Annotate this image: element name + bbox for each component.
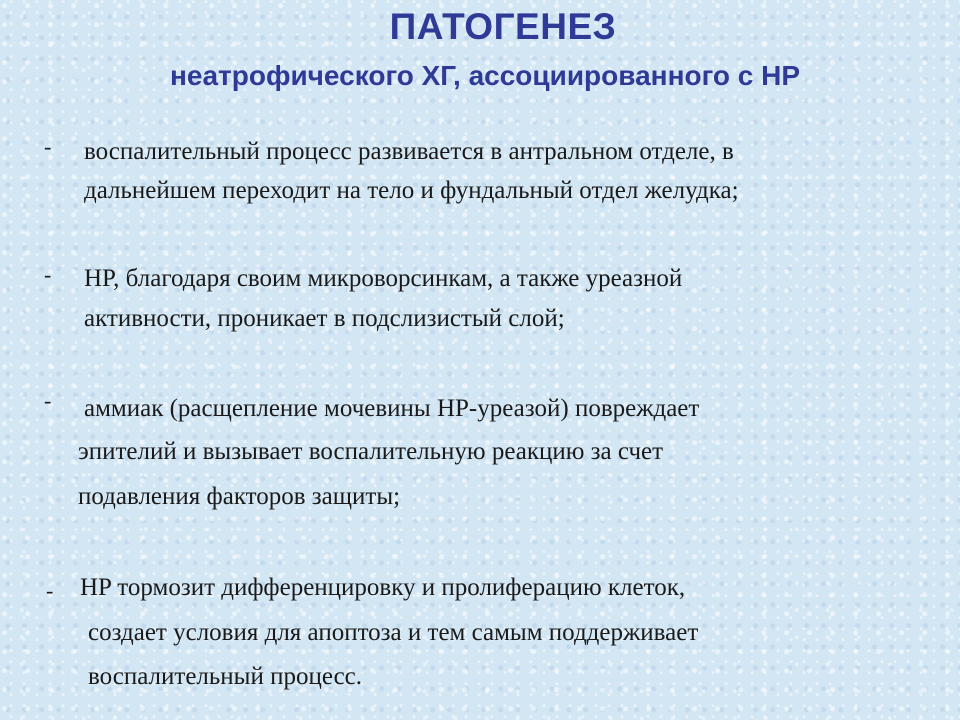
bullet-text-line: активности, проникает в подслизистый слой;: [84, 305, 565, 332]
bullet-dash: -: [44, 134, 52, 159]
bullet-text-line: создает условия для апоптоза и тем самым поддерживает: [88, 619, 699, 646]
bullet-text-line: эпителий и вызывает воспалительную реакцию за счет: [78, 438, 664, 465]
bullet-dash: -: [44, 388, 52, 413]
bullet-text-line: воспалительный процесс развивается в антральном отделе, в: [84, 138, 734, 165]
slide-title: ПАТОГЕНЕЗ: [389, 6, 617, 47]
bullet-text-line: аммиак (расщепление мочевины HP-уреазой) повреждает: [84, 395, 700, 422]
bullet-text-line: дальнейшем переходит на тело и фундальный отдел желудка;: [84, 177, 739, 204]
bullet-dash: -: [46, 578, 54, 603]
slide-subtitle: неатрофического ХГ, ассоциированного с HP: [169, 60, 801, 91]
bullet-text-line: подавления факторов защиты;: [78, 483, 401, 510]
bullet-dash: -: [44, 262, 52, 287]
bullet-text-line: HP, благодаря своим микроворсинкам, а также уреазной: [84, 265, 683, 292]
bullet-text-line: HP тормозит дифференцировку и пролиферацию клеток,: [80, 574, 686, 601]
bullet-text-line: воспалительный процесс.: [88, 663, 363, 690]
